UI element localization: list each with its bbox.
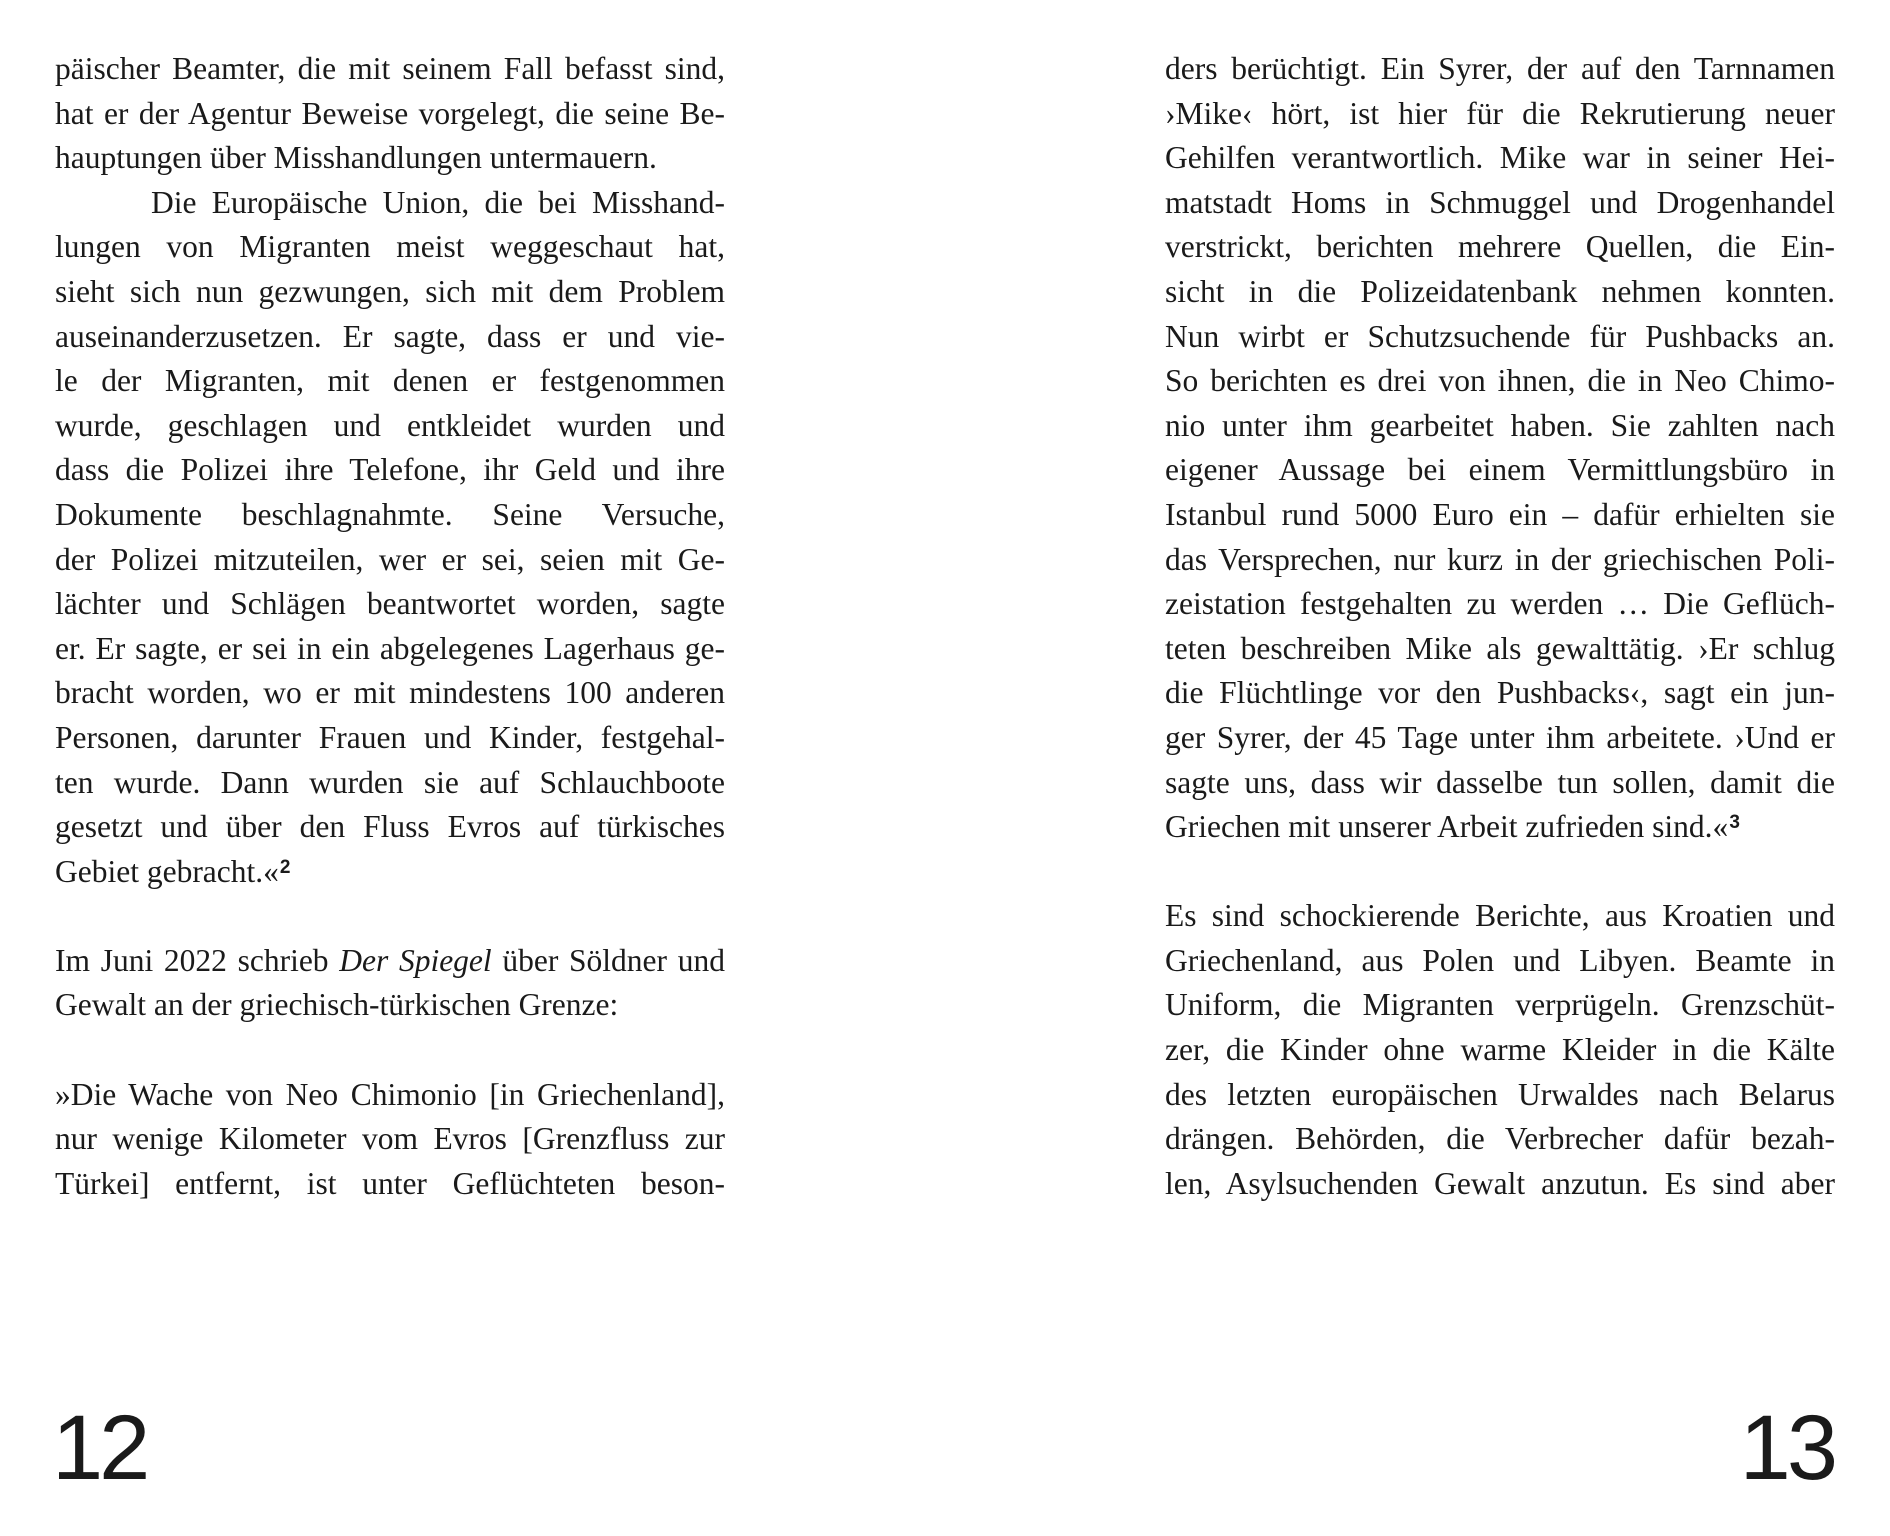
page-number-left: 12 (52, 1397, 147, 1499)
text-line (55, 270, 725, 315)
line-text: ten wurde. Dann wurden sie auf Schlauchboote (55, 764, 725, 800)
text-line (55, 627, 725, 672)
line-text: sieht sich nun gezwungen, sich mit dem Problem (55, 273, 725, 309)
text-line (1165, 181, 1835, 226)
blank-line (55, 894, 725, 939)
line-text: sicht in die Polizeidatenbank nehmen konnten. (1165, 273, 1835, 309)
line-text: auseinanderzusetzen. Er sagte, dass er und vie- (55, 318, 725, 354)
text-line (55, 315, 725, 360)
line-text: hat er der Agentur Beweise vorgelegt, die seine Be- (55, 95, 725, 131)
line-text: lungen von Migranten meist weggeschaut hat, (55, 229, 725, 265)
line-text: Im Juni 2022 schrieb (55, 942, 340, 978)
text-line (55, 850, 725, 895)
text-line (55, 493, 725, 538)
line-text: Personen, darunter Frauen und Kinder, festgehal- (55, 719, 725, 755)
footnote-reference[interactable]: 3 (1729, 812, 1740, 834)
text-line (1165, 894, 1835, 939)
text-line (1165, 627, 1835, 672)
line-text: »Die Wache von Neo Chimonio [in Griechenland], (55, 1076, 725, 1112)
line-text: Nun wirbt er Schutzsuchende für Pushbacks an. (1165, 318, 1835, 354)
text-line (1165, 359, 1835, 404)
text-line (1165, 761, 1835, 806)
line-text: über Söldner und (491, 942, 725, 978)
line-text: Gewalt an der griechisch-türkischen Grenze: (55, 987, 619, 1023)
left-page-text (55, 47, 725, 1206)
line-text: er. Er sagte, er sei in ein abgelegenes Lagerhaus ge- (55, 630, 725, 666)
page-number-right: 13 (1739, 1397, 1834, 1499)
line-text: matstadt Homs in Schmuggel und Drogenhandel (1165, 184, 1835, 220)
blank-line (55, 1028, 725, 1073)
blank-line (1165, 850, 1835, 895)
line-text: nio unter ihm gearbeitet haben. Sie zahlten nach (1165, 407, 1835, 443)
text-line (1165, 939, 1835, 984)
text-line (1165, 448, 1835, 493)
text-line (1165, 671, 1835, 716)
text-line (55, 939, 725, 984)
line-text: Die Europäische Union, die bei Misshand- (151, 184, 725, 220)
line-text: eigener Aussage bei einem Vermittlungsbüro in (1165, 452, 1835, 488)
text-line (1165, 1117, 1835, 1162)
text-line (55, 1162, 725, 1207)
line-text: hauptungen über Misshandlungen untermauern. (55, 140, 657, 176)
text-line (55, 761, 725, 806)
right-page-text (1165, 47, 1835, 1206)
text-line (1165, 404, 1835, 449)
line-text: ders berüchtigt. Ein Syrer, der auf den Tarnnamen (1165, 51, 1835, 86)
line-text: drängen. Behörden, die Verbrecher dafür bezah- (1165, 1121, 1835, 1157)
line-text: sagte uns, dass wir dasselbe tun sollen, damit die (1165, 764, 1835, 800)
line-text: len, Asylsuchenden Gewalt anzutun. Es sind aber (1165, 1165, 1835, 1201)
line-text: Istanbul rund 5000 Euro ein – dafür erhielten sie (1165, 496, 1835, 532)
line-text: Uniform, die Migranten verprügeln. Grenzschüt- (1165, 987, 1835, 1023)
line-text: Türkei] entfernt, ist unter Geflüchteten beson- (55, 1165, 725, 1201)
text-line (1165, 315, 1835, 360)
line-text: ›Mike‹ hört, ist hier für die Rekrutierung neuer (1165, 95, 1835, 131)
text-line (55, 1117, 725, 1162)
line-text: le der Migranten, mit denen er festgenommen (55, 363, 725, 399)
line-text: lächter und Schlägen beantwortet worden, sagte (55, 586, 725, 622)
text-line (55, 47, 725, 92)
text-line (1165, 582, 1835, 627)
text-line (55, 716, 725, 761)
text-line (1165, 225, 1835, 270)
line-text: Gebiet gebracht.« (55, 853, 279, 889)
footnote-reference[interactable]: 2 (279, 856, 291, 878)
text-line (55, 538, 725, 583)
line-text: Griechen mit unserer Arbeit zufrieden sind.« (1165, 809, 1729, 845)
text-line (55, 181, 725, 226)
line-text: Gehilfen verantwortlich. Mike war in seiner Hei- (1165, 140, 1835, 176)
line-text: verstrickt, berichten mehrere Quellen, die Ein- (1165, 229, 1835, 265)
text-line (55, 136, 725, 181)
text-line (55, 359, 725, 404)
line-text: teten beschreiben Mike als gewalttätig. ›Er schlug (1165, 630, 1835, 666)
text-line (55, 582, 725, 627)
line-text: wurde, geschlagen und entkleidet wurden und (55, 407, 725, 443)
text-line (1165, 493, 1835, 538)
text-line (1165, 136, 1835, 181)
line-text: ger Syrer, der 45 Tage unter ihm arbeitete. ›Und er (1165, 719, 1835, 755)
line-text: bracht worden, wo er mit mindestens 100 anderen (55, 675, 725, 711)
line-text: gesetzt und über den Fluss Evros auf türkisches (55, 809, 725, 845)
line-text: des letzten europäischen Urwaldes nach Belarus (1165, 1076, 1835, 1112)
line-text: nur wenige Kilometer vom Evros [Grenzfluss zur (55, 1121, 725, 1157)
line-text: Es sind schockierende Berichte, aus Kroatien und (1165, 898, 1835, 934)
text-line (55, 92, 725, 137)
text-line (1165, 1028, 1835, 1073)
text-line (1165, 92, 1835, 137)
line-text: zer, die Kinder ohne warme Kleider in die Kälte (1165, 1032, 1835, 1068)
text-line (1165, 716, 1835, 761)
text-line (55, 1073, 725, 1118)
text-line (55, 225, 725, 270)
line-text: Griechenland, aus Polen und Libyen. Beamte in (1165, 942, 1835, 978)
line-text: So berichten es drei von ihnen, die in Neo Chimo- (1165, 363, 1835, 399)
text-line (1165, 983, 1835, 1028)
text-line (1165, 1162, 1835, 1207)
line-text: dass die Polizei ihre Telefone, ihr Geld und ihre (55, 452, 725, 488)
text-line (1165, 1073, 1835, 1118)
line-text: die Flüchtlinge vor den Pushbacks‹, sagt ein jun- (1165, 675, 1835, 711)
line-text: zeistation festgehalten zu werden … Die Geflüch- (1165, 586, 1835, 622)
text-line (55, 805, 725, 850)
text-line (1165, 47, 1835, 92)
text-line (55, 448, 725, 493)
publication-title: Der Spiegel (339, 942, 492, 978)
text-line (1165, 270, 1835, 315)
text-line (1165, 805, 1835, 850)
line-text: der Polizei mitzuteilen, wer er sei, seien mit Ge- (55, 541, 725, 577)
line-text: päischer Beamter, die mit seinem Fall befasst sind, (55, 51, 725, 86)
text-line (55, 671, 725, 716)
text-line (55, 404, 725, 449)
line-text: das Versprechen, nur kurz in der griechischen Poli- (1165, 541, 1835, 577)
line-text: Dokumente beschlagnahmte. Seine Versuche, (55, 496, 725, 532)
text-line (1165, 538, 1835, 583)
text-line (55, 983, 725, 1028)
